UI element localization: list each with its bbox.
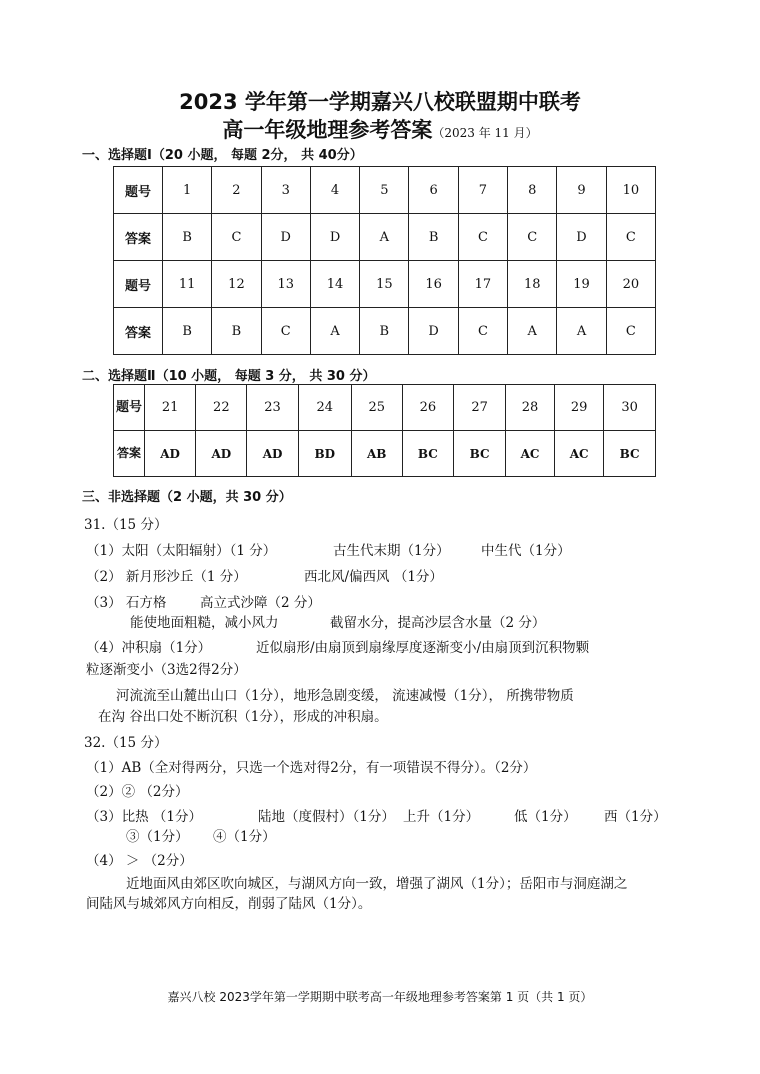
q31-line: 中生代（1分） xyxy=(481,543,571,559)
question-number: 11 xyxy=(163,261,212,308)
q31-line: （3） 石方格 xyxy=(86,595,167,611)
q32-line: （3）比热 （1分） xyxy=(86,809,202,825)
q31-line: 截留水分，提高沙层含水量（2 分） xyxy=(330,615,546,631)
table-row xyxy=(114,261,656,308)
question-number: 22 xyxy=(196,385,247,431)
page-title: 2023 学年第一学期嘉兴八校联盟期中联考 xyxy=(179,90,581,114)
question-number: 25 xyxy=(351,385,402,431)
answer-cell: C xyxy=(458,214,507,261)
table-row xyxy=(114,214,656,261)
q32-line: 间陆风与城郊风方向相反，削弱了陆风（1分）。 xyxy=(86,896,372,912)
table-row xyxy=(114,431,656,477)
answer-cell: B xyxy=(163,214,212,261)
answer-cell: B xyxy=(409,214,458,261)
section1-answer-table xyxy=(113,166,656,355)
q32-line: 低（1分） xyxy=(514,809,577,825)
question-number: 27 xyxy=(454,385,506,431)
question-number: 24 xyxy=(298,385,351,431)
question-number: 15 xyxy=(360,261,409,308)
question-number: 7 xyxy=(458,167,507,214)
q31-line: 西北风/偏西风 （1分） xyxy=(304,569,443,585)
row-label: 答案 xyxy=(114,214,163,261)
table-row xyxy=(114,385,656,431)
answer-cell: B xyxy=(163,308,212,355)
answer-cell: C xyxy=(508,214,557,261)
answer-cell: C xyxy=(458,308,507,355)
answer-cell: BC xyxy=(402,431,454,477)
question-number: 5 xyxy=(360,167,409,214)
q31-line: （2） 新月形沙丘（1 分） xyxy=(86,569,247,585)
subtitle-date: （2023 年 11 月） xyxy=(432,126,538,140)
question-number: 19 xyxy=(557,261,606,308)
answer-cell: D xyxy=(310,214,359,261)
answer-cell: A xyxy=(360,214,409,261)
q32-line: 上升（1分） xyxy=(403,809,480,825)
q32-line: （2）② （2分） xyxy=(86,784,189,800)
q31-line: 古生代末期（1分） xyxy=(333,543,450,559)
answer-cell: D xyxy=(557,214,606,261)
q31-line: 河流流至山麓出山口（1分），地形急剧变缓， 流速减慢（1分）， 所携带物质 xyxy=(116,688,574,704)
answer-cell: BD xyxy=(298,431,351,477)
question-number: 21 xyxy=(145,385,196,431)
answer-cell: C xyxy=(261,308,310,355)
answer-cell: AD xyxy=(247,431,298,477)
answer-cell: BC xyxy=(604,431,656,477)
question-number: 18 xyxy=(508,261,557,308)
answer-cell: A xyxy=(557,308,606,355)
q31-title: 31.（15 分） xyxy=(84,517,168,533)
question-number: 26 xyxy=(402,385,454,431)
answer-cell: AD xyxy=(196,431,247,477)
answer-cell: BC xyxy=(454,431,506,477)
question-number: 29 xyxy=(555,385,604,431)
section2-answer-table xyxy=(113,384,656,477)
row-label: 答案 xyxy=(114,308,163,355)
answer-cell: B xyxy=(360,308,409,355)
question-number: 9 xyxy=(557,167,606,214)
question-number: 16 xyxy=(409,261,458,308)
answer-cell: A xyxy=(310,308,359,355)
row-label: 题号 xyxy=(114,167,163,214)
q32-line: 近地面风由郊区吹向城区，与湖风方向一致，增强了湖风（1分）；岳阳市与洞庭湖之 xyxy=(126,876,628,892)
answer-cell: C xyxy=(212,214,261,261)
q31-line: 粒逐渐变小（3选2得2分） xyxy=(86,662,247,678)
question-number: 23 xyxy=(247,385,298,431)
question-number: 6 xyxy=(409,167,458,214)
q32-line: ③（1分） xyxy=(126,829,189,845)
answer-cell: B xyxy=(212,308,261,355)
q31-line: （4）冲积扇（1分） xyxy=(86,640,212,656)
answer-cell: D xyxy=(409,308,458,355)
question-number: 20 xyxy=(606,261,655,308)
answer-cell: AB xyxy=(351,431,402,477)
question-number: 8 xyxy=(508,167,557,214)
question-number: 30 xyxy=(604,385,656,431)
question-number: 14 xyxy=(310,261,359,308)
q31-line: 高立式沙障（2 分） xyxy=(200,595,321,611)
q32-line: （1）AB（全对得两分，只选一个选对得2分，有一项错误不得分）。（2分） xyxy=(86,760,537,776)
q31-line: 在沟 谷出口处不断沉积（1分），形成的冲积扇。 xyxy=(98,709,388,725)
q31-line: 能使地面粗糙，减小风力 xyxy=(130,615,279,631)
table-row xyxy=(114,167,656,214)
subtitle-text: 高一年级地理参考答案 xyxy=(222,118,433,142)
table-row xyxy=(114,308,656,355)
question-number: 10 xyxy=(606,167,655,214)
q31-line: 近似扇形/由扇顶到扇缘厚度逐渐变小/由扇顶到沉积物颗 xyxy=(256,640,590,656)
answer-cell: A xyxy=(508,308,557,355)
question-number: 4 xyxy=(310,167,359,214)
page-subtitle xyxy=(0,114,760,144)
q32-line: 西（1分） xyxy=(604,809,667,825)
q31-line: （1）太阳（太阳辐射）（1 分） xyxy=(86,543,277,559)
answer-cell: AC xyxy=(505,431,554,477)
q32-line: ④（1分） xyxy=(213,829,276,845)
question-number: 3 xyxy=(261,167,310,214)
question-number: 12 xyxy=(212,261,261,308)
page-footer: 嘉兴八校 2023学年第一学期期中联考高一年级地理参考答案第 1 页（共 1 页） xyxy=(167,990,593,1004)
question-number: 13 xyxy=(261,261,310,308)
section3-heading: 三、非选择题（2 小题，共 30 分） xyxy=(82,490,292,505)
row-label: 题号 xyxy=(114,261,163,308)
answer-cell: C xyxy=(606,214,655,261)
question-number: 17 xyxy=(458,261,507,308)
answer-cell: C xyxy=(606,308,655,355)
question-number: 28 xyxy=(505,385,554,431)
row-label: 题号 xyxy=(114,385,145,431)
question-number: 1 xyxy=(163,167,212,214)
question-number: 2 xyxy=(212,167,261,214)
q32-title: 32.（15 分） xyxy=(84,735,168,751)
section1-heading: 一、选择题Ⅰ（20 小题， 每题 2分， 共 40分） xyxy=(82,148,363,163)
answer-cell: D xyxy=(261,214,310,261)
row-label: 答案 xyxy=(114,431,145,477)
q32-line: （4） ＞ （2分） xyxy=(86,853,193,869)
answer-cell: AD xyxy=(145,431,196,477)
answer-cell: AC xyxy=(555,431,604,477)
q32-line: 陆地（度假村）（1分） xyxy=(258,809,395,825)
section2-heading: 二、选择题Ⅱ（10 小题， 每题 3 分， 共 30 分） xyxy=(82,369,376,384)
